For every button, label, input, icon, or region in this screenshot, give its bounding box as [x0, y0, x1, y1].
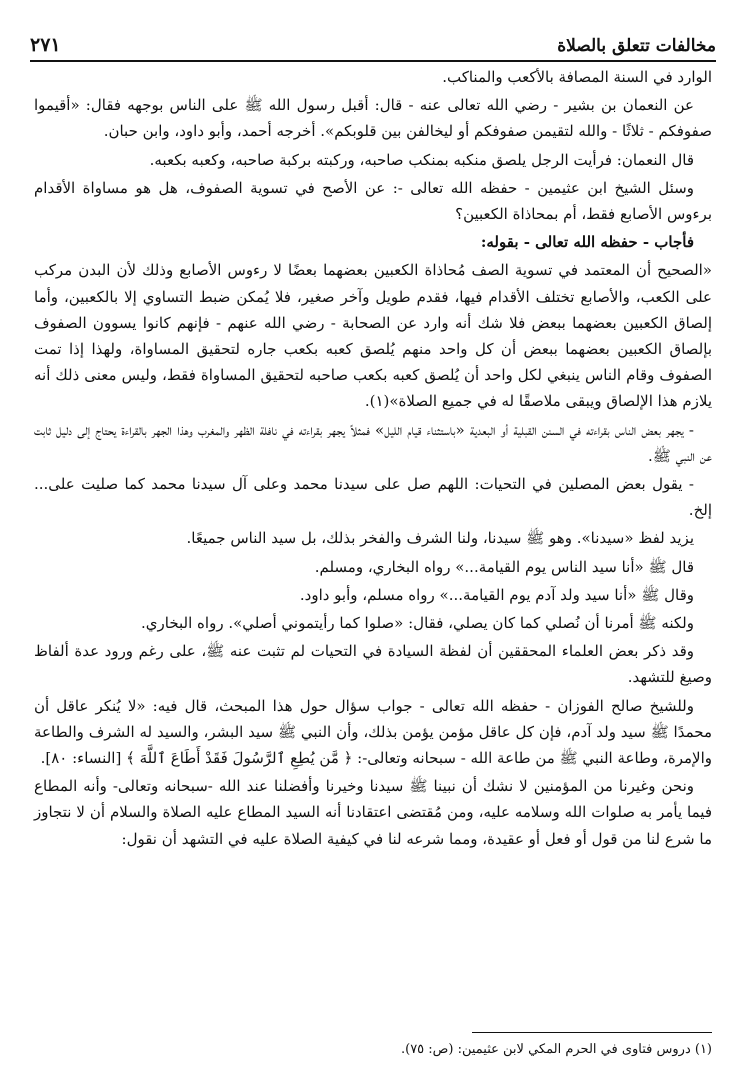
- paragraph: عن النعمان بن بشير - رضي الله تعالى عنه - قال: أقبل رسول الله ﷺ على الناس بوجهه فقال: «أقيموا صفوفكم - ثلاثًا - والله لتقيمن صفوفكم أو ليخالفن بين قلوبكم». أخرجه أحمد، وأبو داود، وابن حبان.: [34, 96, 712, 141]
- paragraph: قال ﷺ «أنا سيد الناس يوم القيامة...» رواه البخاري، ومسلم.: [314, 557, 694, 576]
- paragraph: قال النعمان: فرأيت الرجل يلصق منكبه بمنكب صاحبه، وركبته بركبة صاحبه، وكعبه بكعبه.: [149, 150, 694, 169]
- footnote-divider: [472, 1032, 712, 1033]
- paragraph: ولكنه ﷺ أمرنا أن نُصلي كما كان يصلي، فقال: «صلوا كما رأيتموني أصلي». رواه البخاري.: [141, 614, 694, 633]
- paragraph: وقال ﷺ «أنا سيد ولد آدم يوم القيامة...» رواه مسلم، وأبو داود.: [299, 585, 694, 604]
- page-body: [34, 64, 712, 854]
- paragraph: وللشيخ صالح الفوزان - حفظه الله تعالى - جواب سؤال حول هذا المبحث، قال فيه: «لا يُنكر عاقل أن محمدًا ﷺ سيد ولد آدم، فإن كل عاقل مؤمن يؤمن بذلك، وأن النبي ﷺ سيد البشر، والسيد له الشرف والطاعة والإمرة، وطاعة النبي ﷺ من طاعة الله - سبحانه وتعالى-: ﴿ مَّن يُطِعِ ٱلرَّسُولَ فَقَدْ أَطَاعَ ٱللَّهَ ﴾ [النساء: ٨٠].: [34, 696, 712, 768]
- paragraph: وقد ذكر بعض العلماء المحققين أن لفظة السيادة في التحيات لم تثبت عنه ﷺ، على رغم ورود عدة ألفاظ وصيغ للتشهد.: [34, 642, 712, 687]
- paragraph-heading: فأجاب - حفظه الله تعالى - بقوله:: [480, 233, 694, 252]
- paragraph: «الصحيح أن المعتمد في تسوية الصف مُحاذاة الكعبين بعضهما بعضًا لا رءوس الأصابع وذلك لأن البدن مركب على الكعب، والأصابع تختلف الأقدام فيها، فقدم طويل وآخر صغير، فلا يُمكن ضبط التساوي إلا بالكعبين، وأما إلصاق الكعبين بعضهما ببعض فلا شك أنه وارد عن الصحابة - رضي الله عنهم - فإنهم كانوا يسوون الصفوف بإلصاق الكعبين بعضهما ببعض أن كل واحد منهم يُلصق كعبه بكعب جاره لتحقيق المساواة، ولهذا إذا تمت الصفوف وقام الناس ينبغي لكل واحد أن يُلصق كعبه بكعب صاحبه لتحقيق المساواة فقط، وليس معنى ذلك أنه يلازم هذا الإلصاق ويبقى ملاصقًا له في جميع الصلاة»(١).: [34, 261, 712, 411]
- paragraph: الوارد في السنة المصافة بالأكعب والمناكب.: [442, 68, 712, 86]
- footnote: (١) دروس فتاوى في الحرم المكي لابن عثيمين: (ص: ٧٥).: [400, 1042, 712, 1057]
- page-header: [30, 22, 716, 62]
- paragraph: ونحن وغيرنا من المؤمنين لا نشك أن نبينا ﷺ سيدنا وخيرنا وأفضلنا عند الله -سبحانه وتعالى- وأنه المطاع فيما يأمر به صلوات الله وسلامه عليه، ومن مُقتضى اعتقادنا أنه السيد المطاع عليه الصلاة والسلام أن لا نتجاوز ما شرع لنا من قول أو فعل أو عقيدة، ومما شرعه لنا في كيفية الصلاة عليه في التشهد أن نقول:: [34, 777, 712, 848]
- paragraph: يزيد لفظ «سيدنا». وهو ﷺ سيدنا، ولنا الشرف والفخر بذلك، بل سيد الناس جميعًا.: [186, 529, 694, 548]
- paragraph: - يجهر بعض الناس بقراءته في السنن القبلية أو البعدية «باستثناء قيام الليل» فمثلاً يجهر بقراءته في نافلة الظهر والمغرب وهذا الجهر بالقراءة يحتاج إلى دليل ثابت عن النبي ﷺ.: [34, 420, 712, 465]
- paragraph: وسئل الشيخ ابن عثيمين - حفظه الله تعالى -: عن الأصح في تسوية الصفوف، هل هو مساواة الأقدام برءوس الأصابع فقط، أم بمحاذاة الكعبين؟: [34, 178, 712, 224]
- paragraph: - يقول بعض المصلين في التحيات: اللهم صل على سيدنا محمد وعلى آل سيدنا محمد كما صليت على... إلخ.: [34, 475, 712, 520]
- page-number: ٢٧١: [30, 34, 61, 56]
- running-title: مخالفات تتعلق بالصلاة: [557, 36, 716, 56]
